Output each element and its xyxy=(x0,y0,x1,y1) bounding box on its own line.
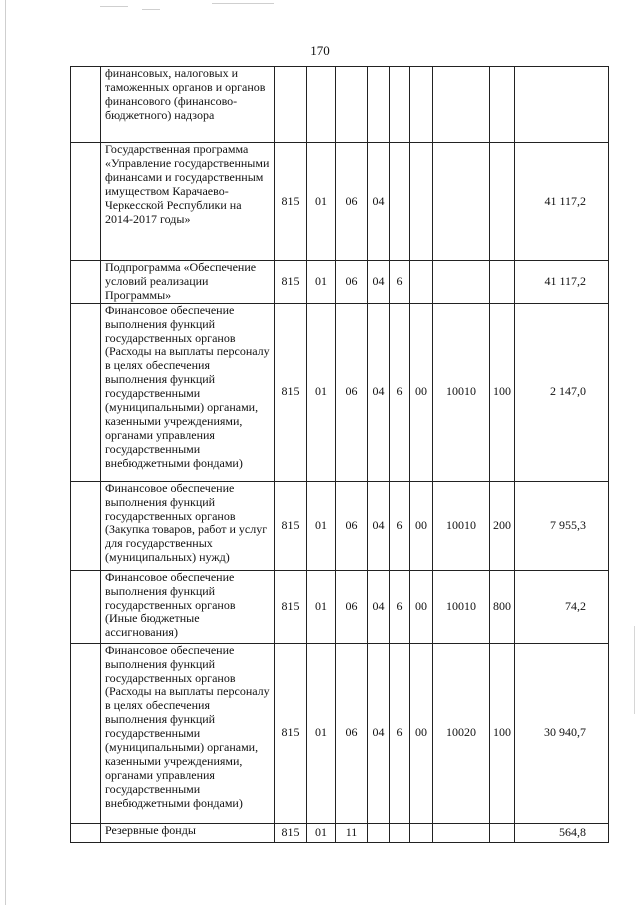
cell-section: 01 xyxy=(307,303,336,481)
cell-subprogram xyxy=(390,67,410,143)
cell-subprogram: 6 xyxy=(390,570,410,643)
page-number: 170 xyxy=(310,43,330,58)
cell-grbs-code: 815 xyxy=(275,261,307,304)
table-row xyxy=(71,303,609,481)
cell-program: 04 xyxy=(368,481,390,570)
cell-program: 04 xyxy=(368,570,390,643)
table-row xyxy=(71,570,609,643)
table-row xyxy=(71,261,609,304)
cell-direction: 00 xyxy=(410,570,433,643)
cell-direction xyxy=(410,261,433,304)
cell-index xyxy=(71,261,101,304)
cell-subprogram xyxy=(390,823,410,842)
cell-subprogram xyxy=(390,143,410,261)
cell-subsection: 06 xyxy=(336,643,368,823)
cell-item-name xyxy=(101,643,275,823)
cell-expense-type: 800 xyxy=(490,570,515,643)
table-row xyxy=(71,643,609,823)
cell-expense-code: 10010 xyxy=(433,303,490,481)
scan-artifact xyxy=(100,6,128,7)
cell-amount: 74,2 xyxy=(515,570,609,643)
cell-direction: 00 xyxy=(410,303,433,481)
item-name-text: Финансовое обеспечение выполнения функций государственных органов (Иные бюджетные ассигнования) xyxy=(105,570,236,640)
cell-program: 04 xyxy=(368,143,390,261)
scan-artifact xyxy=(142,9,160,10)
cell-program: 04 xyxy=(368,643,390,823)
cell-grbs-code: 815 xyxy=(275,570,307,643)
cell-grbs-code: 815 xyxy=(275,643,307,823)
item-name-text: Финансовое обеспечение выполнения функций государственных органов (Расходы на выплаты персоналу в целях обеспечения выполнения функций государственными (муниципальными) органами, казенными учреждениями, органами управления государственными внебюджетными фондами) xyxy=(105,303,270,470)
item-name-text: Государственная программа «Управление государственными финансами и государственным имуществом Карачаево-Черкесской Республики на 2014-2017 годы» xyxy=(105,142,270,226)
scan-edge xyxy=(5,0,6,905)
item-name-text: финансовых, налоговых и таможенных органов и органов финансового (финансово-бюджетного) надзора xyxy=(105,66,266,122)
cell-amount: 2 147,0 xyxy=(515,303,609,481)
cell-section xyxy=(307,67,336,143)
table-row xyxy=(71,67,609,143)
cell-direction xyxy=(410,143,433,261)
cell-section: 01 xyxy=(307,570,336,643)
cell-index xyxy=(71,481,101,570)
cell-item-name xyxy=(101,143,275,261)
budget-table xyxy=(70,66,609,843)
cell-amount: 564,8 xyxy=(515,823,609,842)
cell-subsection: 06 xyxy=(336,261,368,304)
scan-artifact xyxy=(212,3,274,4)
item-name-text: Финансовое обеспечение выполнения функций государственных органов (Закупка товаров, работ и услуг для государственных (муниципальных) нужд) xyxy=(105,481,268,565)
cell-index xyxy=(71,823,101,842)
cell-subsection: 06 xyxy=(336,570,368,643)
cell-direction xyxy=(410,823,433,842)
cell-item-name xyxy=(101,303,275,481)
cell-index xyxy=(71,67,101,143)
cell-direction: 00 xyxy=(410,643,433,823)
cell-amount: 41 117,2 xyxy=(515,143,609,261)
cell-program: 04 xyxy=(368,261,390,304)
cell-expense-type: 100 xyxy=(490,643,515,823)
cell-section: 01 xyxy=(307,481,336,570)
cell-expense-type xyxy=(490,143,515,261)
cell-grbs-code: 815 xyxy=(275,303,307,481)
cell-subprogram: 6 xyxy=(390,303,410,481)
item-name-text: Резервные фонды xyxy=(105,823,196,837)
cell-program xyxy=(368,823,390,842)
cell-program: 04 xyxy=(368,303,390,481)
table-row xyxy=(71,143,609,261)
cell-expense-type: 200 xyxy=(490,481,515,570)
cell-subsection: 06 xyxy=(336,481,368,570)
cell-section: 01 xyxy=(307,261,336,304)
cell-expense-type xyxy=(490,823,515,842)
cell-expense-code: 10010 xyxy=(433,570,490,643)
cell-expense-type: 100 xyxy=(490,303,515,481)
scan-edge xyxy=(634,626,635,714)
table-body xyxy=(71,67,609,843)
cell-expense-code xyxy=(433,261,490,304)
cell-amount xyxy=(515,67,609,143)
cell-grbs-code: 815 xyxy=(275,143,307,261)
table-row xyxy=(71,481,609,570)
table-row xyxy=(71,823,609,842)
cell-section: 01 xyxy=(307,823,336,842)
cell-subsection: 06 xyxy=(336,303,368,481)
cell-expense-type xyxy=(490,261,515,304)
cell-index xyxy=(71,143,101,261)
cell-subprogram: 6 xyxy=(390,481,410,570)
cell-expense-code xyxy=(433,67,490,143)
item-name-text: Подпрограмма «Обеспечение условий реализации Программы» xyxy=(105,260,257,302)
cell-grbs-code: 815 xyxy=(275,823,307,842)
cell-item-name xyxy=(101,67,275,143)
cell-index xyxy=(71,303,101,481)
cell-item-name xyxy=(101,481,275,570)
cell-index xyxy=(71,643,101,823)
cell-subprogram: 6 xyxy=(390,261,410,304)
cell-subsection xyxy=(336,67,368,143)
cell-expense-type xyxy=(490,67,515,143)
cell-index xyxy=(71,570,101,643)
cell-section: 01 xyxy=(307,643,336,823)
cell-subsection: 06 xyxy=(336,143,368,261)
cell-expense-code: 10020 xyxy=(433,643,490,823)
cell-grbs-code xyxy=(275,67,307,143)
cell-item-name xyxy=(101,570,275,643)
cell-subprogram: 6 xyxy=(390,643,410,823)
cell-amount: 30 940,7 xyxy=(515,643,609,823)
cell-subsection: 11 xyxy=(336,823,368,842)
cell-amount: 7 955,3 xyxy=(515,481,609,570)
cell-direction xyxy=(410,67,433,143)
cell-amount: 41 117,2 xyxy=(515,261,609,304)
cell-direction: 00 xyxy=(410,481,433,570)
cell-expense-code: 10010 xyxy=(433,481,490,570)
cell-program xyxy=(368,67,390,143)
cell-item-name xyxy=(101,261,275,304)
cell-section: 01 xyxy=(307,143,336,261)
cell-expense-code xyxy=(433,823,490,842)
cell-item-name xyxy=(101,823,275,842)
cell-expense-code xyxy=(433,143,490,261)
cell-grbs-code: 815 xyxy=(275,481,307,570)
item-name-text: Финансовое обеспечение выполнения функций государственных органов (Расходы на выплаты персоналу в целях обеспечения выполнения функций государственными (муниципальными) органами, казенными учреждениями, органами управления государственными внебюджетными фондами) xyxy=(105,643,270,810)
